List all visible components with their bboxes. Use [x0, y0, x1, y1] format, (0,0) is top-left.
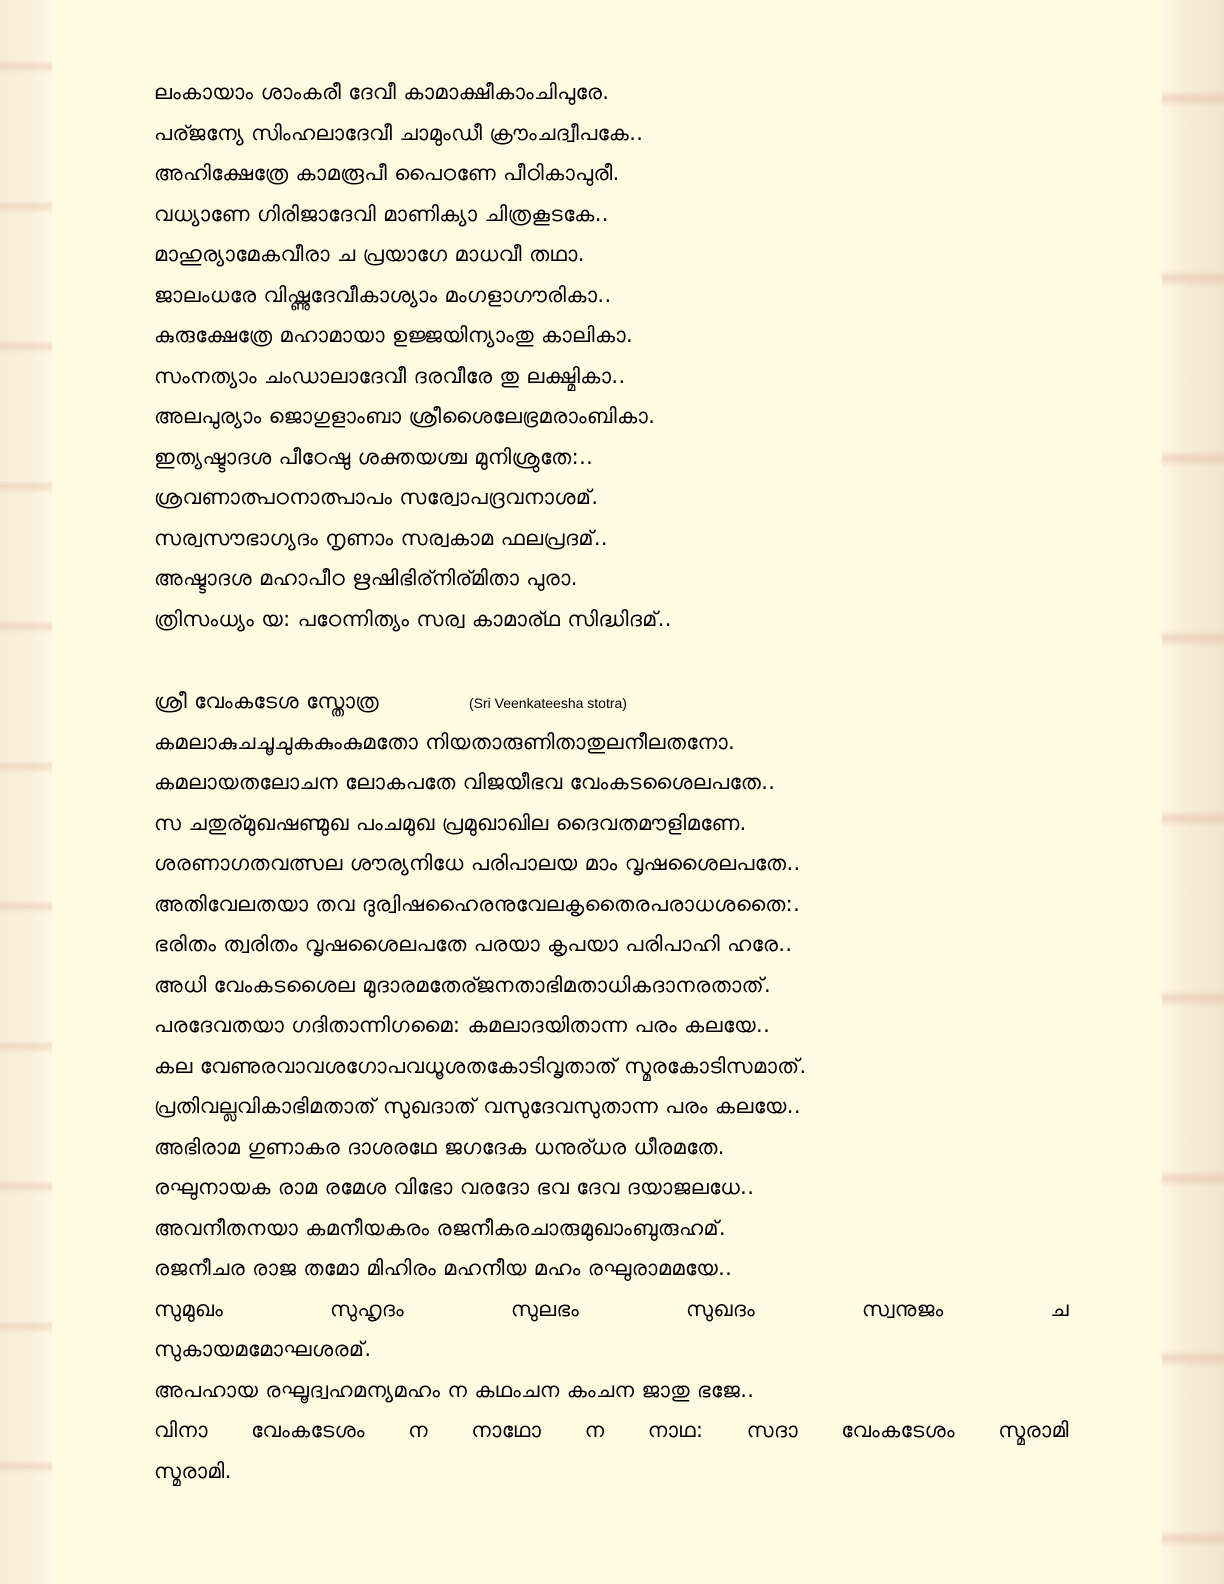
verse-word: വിനാ [154, 1418, 208, 1442]
verse-word: നാഥോ [471, 1418, 542, 1442]
document-page [52, 0, 1162, 1584]
verse-line: ശ്രവണാത്പഠനാത്പാപം സര്വോപദ്രവനാശമ്. [154, 485, 599, 509]
verse-line: പരദേവതയാ ഗദിതാന്നിഗമൈ: കമലാദയിതാന്ന പരം കലയേ.. [154, 1013, 771, 1037]
verse-word: സദാ [746, 1418, 798, 1442]
verse-word: സ്മരാമി [998, 1418, 1069, 1442]
verse-word: വേംകടേശം [251, 1418, 365, 1442]
verse-line: ത്രിസംധ്യം യ: പഠേന്നിത്യം സര്വ കാമാര്ഥ സിദ്ധിദമ്.. [154, 606, 672, 631]
verse-line: അവനീതനയാ കമനീയകരം രജനീകരചാരുമുഖാംബുരുഹമ്. [154, 1215, 726, 1240]
heading-transliteration: (Sri Veenkateesha stotra) [469, 695, 627, 711]
page-right-edge-texture [1162, 0, 1224, 1584]
verse-line: ശരണാഗതവത്സല ശൗര്യനിധേ പരിപാലയ മാം വൃഷശൈലപതേ.. [154, 851, 801, 875]
verse-line: സ ചതുര്മുഖഷണ്മുഖ പംചമുഖ പ്രമുഖാഖില ദൈവതമൗളിമണേ. [154, 810, 747, 835]
verse-line: മാഹുര്യാമേകവീരാ ച പ്രയാഗേ മാധവീ തഥാ. [154, 242, 585, 266]
document-body [154, 72, 1074, 1491]
verse-word: ന [584, 1418, 605, 1442]
verse-line: ഭരിതം ത്വരിതം വൃഷശൈലപതേ പരയാ കൃപയാ പരിപാഹി ഹരേ.. [154, 932, 793, 956]
verse-word: സ്വനുജം [861, 1296, 944, 1321]
justified-verse-line [154, 1410, 1069, 1451]
section-spacer [154, 639, 1074, 681]
verse-line: പര്ജന്യേ സിംഹലാദേവീ ചാമുംഡീ ക്രൗംചദ്വീപകേ.. [154, 120, 644, 145]
verse-line: അഭിരാമ ഗുണാകര ദാശരഥേ ജഗദേക ധനുര്ധര ധീരമതേ. [154, 1134, 725, 1159]
verse-line: പ്രതിവല്ലവികാഭിമതാത് സുഖദാത് വസുദേവസുതാന്ന പരം കലയേ.. [154, 1094, 801, 1118]
verse-line: രജനീചര രാജ തമോ മിഹിരം മഹനീയ മഹം രഘുരാമമയേ.. [154, 1256, 733, 1280]
verse-line: ജാലംധരേ വിഷ്ണുദേവീകാശ്യാം മംഗളാഗൗരികാ.. [154, 282, 612, 307]
verse-word: നാഥ: [647, 1418, 704, 1442]
verse-line: സ്മരാമി. [154, 1458, 232, 1483]
verse-word: വേംകടേശം [841, 1418, 955, 1442]
verse-word: ന [408, 1418, 429, 1442]
verse-line: അപഹായ രഘൂദ്വഹമന്യമഹം ന കഥംചന കംചന ജാതു ഭജേ.. [154, 1377, 755, 1402]
justified-verse-line [154, 1289, 1069, 1330]
verse-line: കമലായതലോചന ലോകപതേ വിജയീഭവ വേംകടശൈലപതേ.. [154, 770, 776, 794]
verse-word: സുഹൃദം [330, 1296, 405, 1321]
verse-word: ച [1050, 1296, 1069, 1321]
verse-line: അധി വേംകടശൈല മുദാരമതേര്ജനതാഭിമതാധികദാനരതാത്. [154, 972, 772, 997]
verse-line: രഘുനായക രാമ രമേശ വിഭോ വരദോ ഭവ ദേവ ദയാജലധേ.. [154, 1175, 755, 1199]
verse-line: അഹിക്ഷേത്രേ കാമരൂപീ പൈഠണേ പീഠികാപുരീ. [154, 161, 620, 185]
heading-malayalam: ശ്രീ വേംകടേശ സ്തോത്ര [154, 689, 379, 713]
verse-word: സുലഭം [510, 1296, 580, 1321]
verse-word: സുമുഖം [154, 1296, 224, 1321]
verse-line: അതിവേലതയാ തവ ദുര്വിഷഹൈരനുവേലകൃതൈരപരാധശതൈ:. [154, 891, 801, 916]
stanza-venkatesha-stotra [154, 681, 1074, 1491]
verse-line: അലപുര്യാം ജൊഗുളാംബാ ശ്രീശൈലേഭ്രമരാംബികാ. [154, 404, 656, 428]
verse-line: സര്വസൗഭാഗ്യദം നൃണാം സര്വകാമ ഫലപ്രദമ്.. [154, 525, 609, 550]
verse-line: വധ്യാണേ ഗിരിജാദേവി മാണിക്യാ ചിത്രകൂടകേ.. [154, 201, 609, 226]
verse-word: സുഖദം [686, 1296, 756, 1321]
verse-line: കുരുക്ഷേത്രേ മഹാമായാ ഉജ്ജയിന്യാംതു കാലികാ. [154, 323, 634, 347]
page-left-edge-texture [0, 0, 52, 1584]
verse-line: കല വേണുരവാവശഗോപവധൂശതകോടിവൃതാത് സ്മരകോടിസമാത്. [154, 1053, 807, 1078]
stanza-shakti-peetha [154, 72, 1074, 639]
verse-line: അഷ്ടാദശ മഹാപീഠ ഋഷിഭിര്നിര്മിതാ പുരാ. [154, 566, 578, 590]
verse-line: കമലാകുചചൂചുകകുംകുമതോ നിയതാരുണിതാതുലനീലതനോ. [154, 729, 736, 754]
verse-line: സുകായമമോഘശരമ്. [154, 1337, 372, 1361]
verse-line: ലംകായാം ശാംകരീ ദേവീ കാമാക്ഷീകാംചിപുരേ. [154, 80, 610, 104]
verse-line: സംനത്യാം ചംഡാലാദേവീ ദരവീരേ തു ലക്ഷ്മികാ.. [154, 363, 626, 388]
verse-line: ഇത്യഷ്ടാദശ പീഠേഷു ശക്തയശ്ച മുനിശ്രുതേ:.. [154, 444, 594, 469]
section-heading [154, 681, 1074, 722]
